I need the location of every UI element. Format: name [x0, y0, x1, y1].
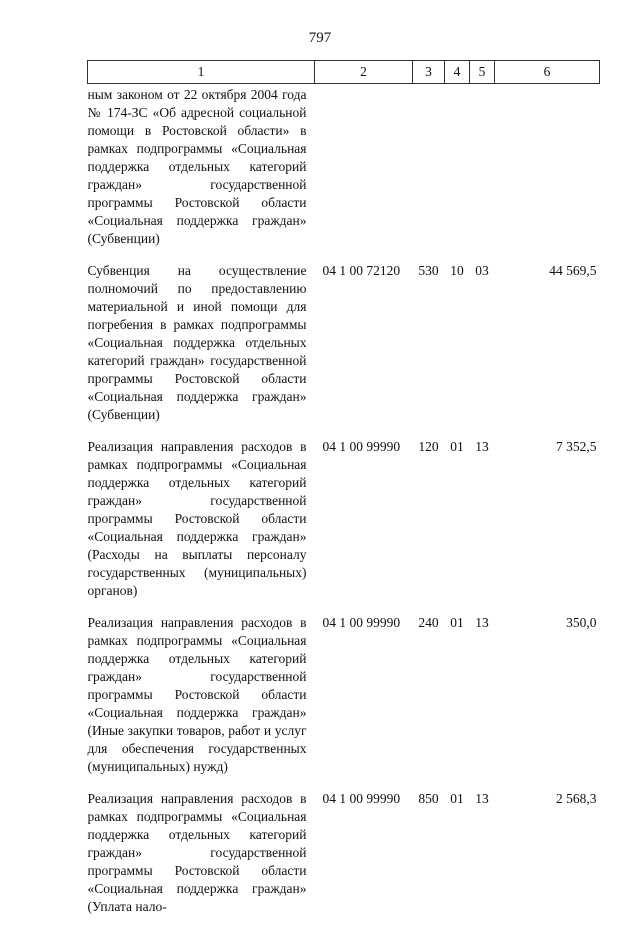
row-target-code — [315, 84, 413, 263]
table-row — [88, 438, 600, 614]
column-header-2: 2 — [315, 61, 413, 84]
budget-table — [87, 60, 600, 930]
row-description: ным законом от 22 октября 2004 года № 174-ЗС «Об адресной социальной помощи в Ростовской области» в рамках подпрограммы «Социальная поддержка отдельных категорий граждан» государственной программы Ростовской области «Социальная поддержка граждан» (Субвенции) — [87, 87, 307, 246]
table-row — [88, 262, 600, 438]
row-target-code: 04 1 00 99990 — [322, 615, 401, 630]
row-subsection: 13 — [475, 615, 489, 630]
row-amount: 350,0 — [566, 615, 597, 630]
column-header-3: 3 — [413, 61, 445, 84]
row-amount — [495, 84, 600, 263]
row-expense-type: 120 — [418, 439, 439, 454]
row-target-code: 04 1 00 99990 — [322, 791, 401, 806]
column-header-5: 5 — [470, 61, 495, 84]
row-description: Субвенция на осуществление полномочий по предоставлению материальной и иной помощи для погребения в рамках подпрограммы «Социальная поддержка отдельных категорий граждан» государственной программы Ростовской области «Социальная поддержка граждан» (Субвенции) — [87, 263, 307, 422]
row-subsection: 03 — [475, 263, 489, 278]
row-section: 01 — [450, 791, 464, 806]
row-section: 10 — [450, 263, 464, 278]
row-section: 01 — [450, 439, 464, 454]
row-amount: 44 569,5 — [549, 263, 597, 278]
page-number: 797 — [308, 30, 332, 46]
table-row — [88, 614, 600, 790]
row-amount: 2 568,3 — [556, 791, 597, 806]
row-section — [445, 84, 470, 263]
row-target-code: 04 1 00 72120 — [322, 263, 401, 278]
table-row — [88, 790, 600, 930]
row-expense-type — [413, 84, 445, 263]
row-description: Реализация направления расходов в рамках подпрограммы «Социальная поддержка отдельных категорий граждан» государственной программы Ростовской области «Социальная поддержка граждан» (Расходы на выплаты персоналу государственных (муниципальных) органов) — [87, 439, 307, 598]
table-row — [88, 84, 600, 263]
table-header-row — [88, 61, 600, 84]
row-section: 01 — [450, 615, 464, 630]
row-subsection: 13 — [475, 439, 489, 454]
column-header-6: 6 — [495, 61, 600, 84]
row-target-code: 04 1 00 99990 — [322, 439, 401, 454]
row-expense-type: 240 — [418, 615, 439, 630]
row-subsection — [470, 84, 495, 263]
row-expense-type: 850 — [418, 791, 439, 806]
column-header-4: 4 — [445, 61, 470, 84]
row-description: Реализация направления расходов в рамках подпрограммы «Социальная поддержка отдельных категорий граждан» государственной программы Ростовской области «Социальная поддержка граждан» (Иные закупки товаров, работ и услуг для обеспечения государственных (муниципальных) нужд) — [87, 615, 307, 774]
row-subsection: 13 — [475, 791, 489, 806]
column-header-1: 1 — [88, 61, 315, 84]
row-description: Реализация направления расходов в рамках подпрограммы «Социальная поддержка отдельных категорий граждан» государственной программы Ростовской области «Социальная поддержка граждан» (Уплата нало- — [87, 791, 307, 914]
row-expense-type: 530 — [418, 263, 439, 278]
row-amount: 7 352,5 — [556, 439, 597, 454]
